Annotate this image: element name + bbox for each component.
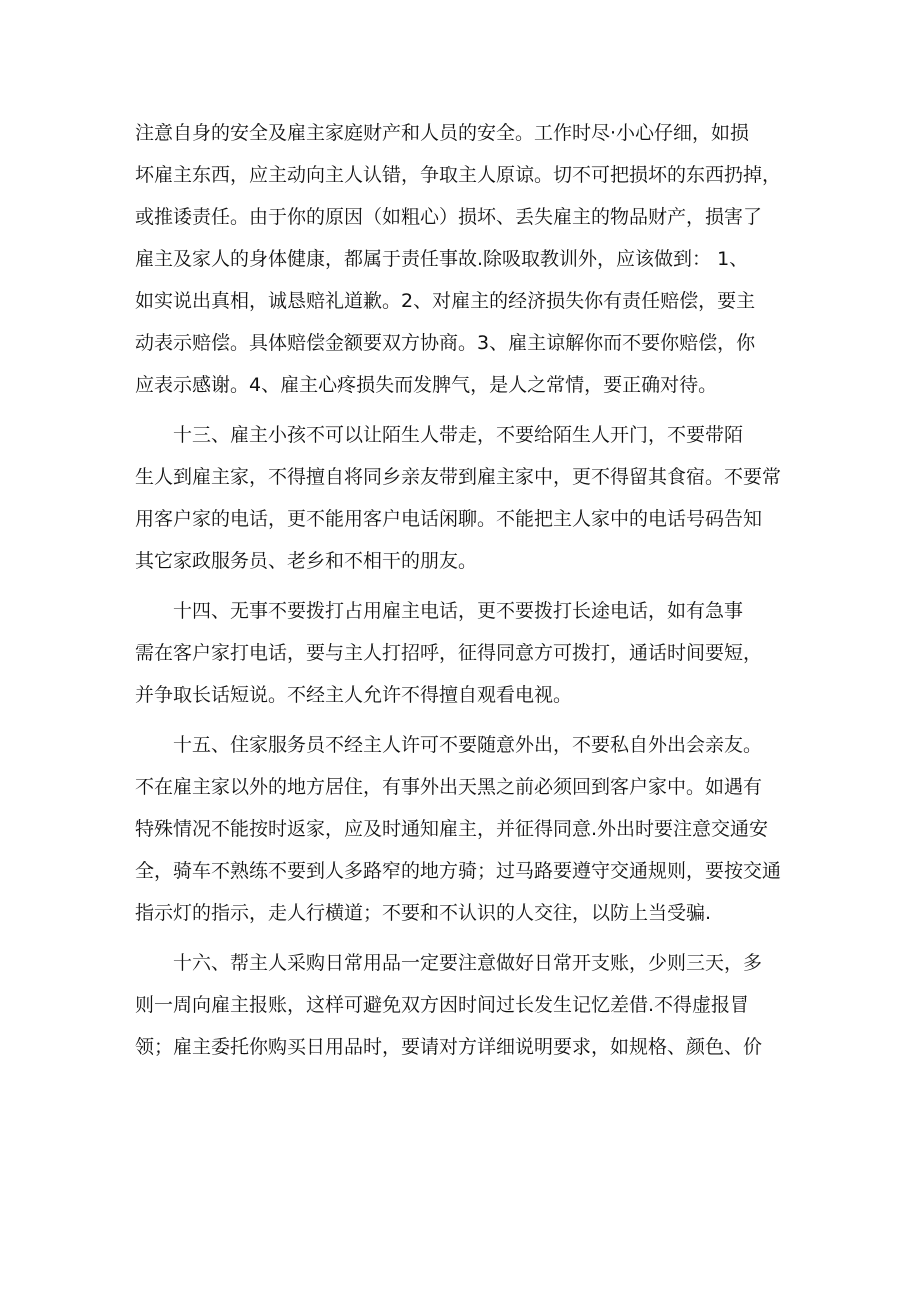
paragraph-item-15 bbox=[135, 724, 795, 934]
text-line: 或推诿责任。由于你的原因（如粗心）损坏、丢失雇主的物品财产，损害了 bbox=[135, 206, 763, 228]
text-line: 十三、雇主小孩不可以让陌生人带走，不要给陌生人开门，不要带陌 bbox=[173, 424, 744, 446]
text-line: 坏雇主东西，应主动向主人认错，争取主人原谅。切不可把损坏的东西扔掉， bbox=[135, 164, 782, 186]
text-line: 指示灯的指示，走人行横道；不要和不认识的人交往，以防上当受骗. bbox=[135, 902, 712, 924]
text-line: 不在雇主家以外的地方居住，有事外出天黑之前必须回到客户家中。如遇有 bbox=[135, 776, 763, 798]
text-line: 需在客户家打电话，要与主人打招呼，征得同意方可拨打，通话时间要短， bbox=[135, 642, 763, 664]
text-line: 如实说出真相，诚恳赔礼道歉。2、对雇主的经济损失你有责任赔偿，要主 bbox=[135, 290, 756, 312]
paragraph-item-13 bbox=[135, 414, 795, 582]
text-line: 动表示赔偿。具体赔偿金额要双方协商。3、雇主谅解你而不要你赔偿，你 bbox=[135, 332, 756, 354]
text-line: 雇主及家人的身体健康，都属于责任事故.除吸取教训外，应该做到： 1、 bbox=[135, 248, 749, 270]
text-line: 十四、无事不要拨打占用雇主电话，更不要拨打长途电话，如有急事 bbox=[173, 600, 744, 622]
text-line: 特殊情况不能按时返家，应及时通知雇主，并征得同意.外出时要注意交通安 bbox=[135, 818, 769, 840]
text-line: 则一周向雇主报账，这样可避免双方因时间过长发生记忆差借.不得虚报冒 bbox=[135, 994, 750, 1016]
text-line: 其它家政服务员、老乡和不相干的朋友。 bbox=[135, 550, 478, 572]
paragraph-item-14 bbox=[135, 590, 795, 716]
text-line: 应表示感谢。4、雇主心疼损失而发脾气，是人之常情，要正确对待。 bbox=[135, 374, 718, 396]
paragraph-damage-liability bbox=[135, 112, 795, 406]
text-line: 生人到雇主家，不得擅自将同乡亲友带到雇主家中，更不得留其食宿。不要常 bbox=[135, 466, 782, 488]
text-line: 用客户家的电话，更不能用客户电话闲聊。不能把主人家中的电话号码告知 bbox=[135, 508, 763, 530]
text-line: 注意自身的安全及雇主家庭财产和人员的安全。工作时尽·小心仔细，如损 bbox=[135, 122, 750, 144]
text-line: 十六、帮主人采购日常用品一定要注意做好日常开支账，少则三天，多 bbox=[173, 952, 763, 974]
text-line: 全，骑车不熟练不要到人多路窄的地方骑；过马路要遵守交通规则，要按交通 bbox=[135, 860, 782, 882]
document-body bbox=[135, 112, 795, 1076]
text-line: 十五、住家服务员不经主人许可不要随意外出，不要私自外出会亲友。 bbox=[173, 734, 763, 756]
paragraph-item-16 bbox=[135, 942, 795, 1068]
text-line: 领；雇主委托你购买日用品时，要请对方详细说明要求，如规格、颜色、价 bbox=[135, 1036, 763, 1058]
text-line: 并争取长话短说。不经主人允许不得擅自观看电视。 bbox=[135, 684, 573, 706]
